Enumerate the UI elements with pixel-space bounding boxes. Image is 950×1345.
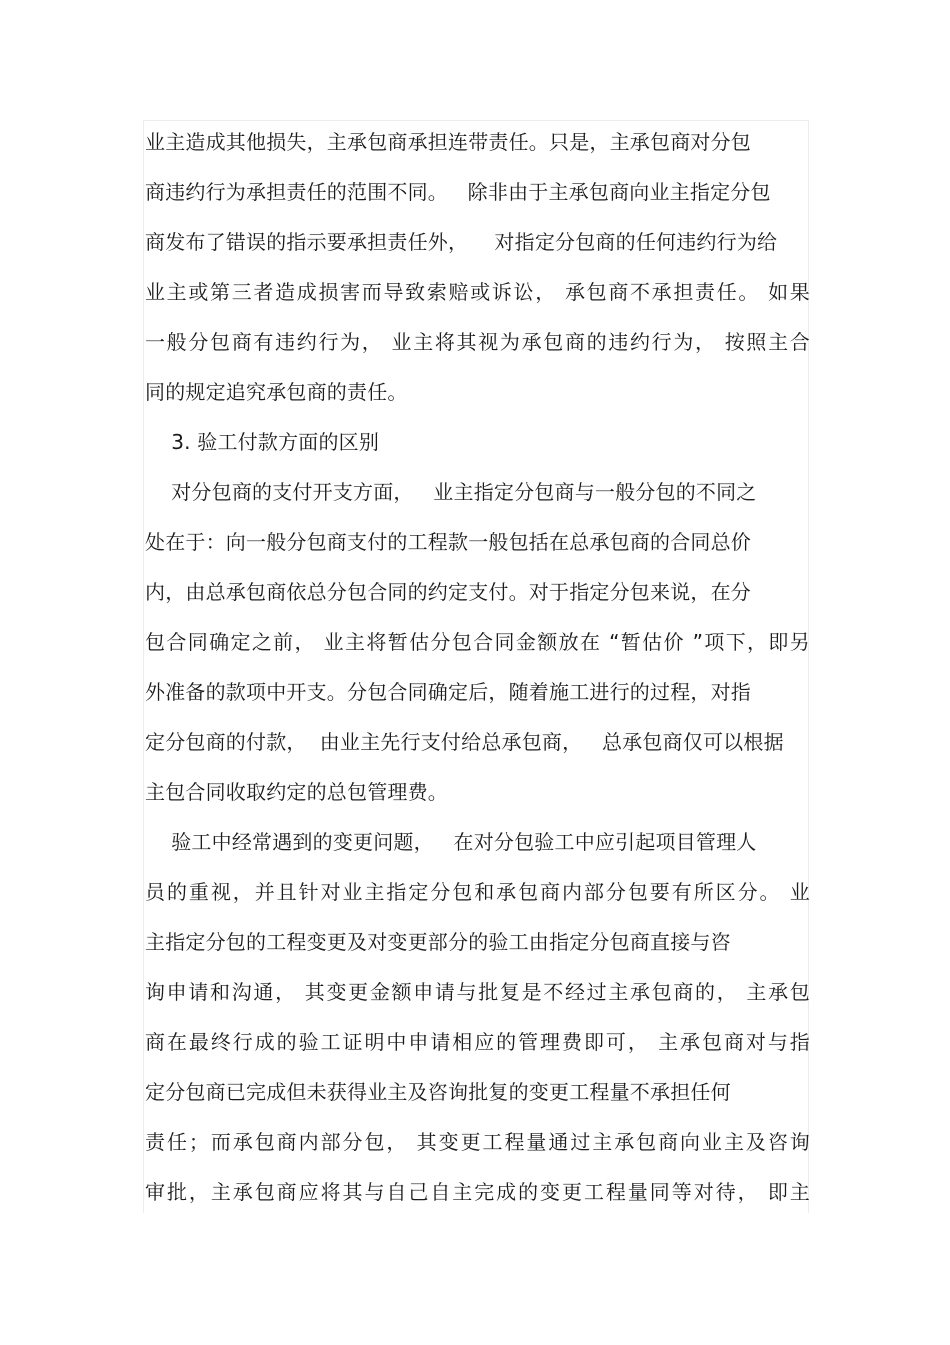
text-line: 审批，主承包商应将其与自己自主完成的变更工程量同等对待， 即主 [145,1180,810,1204]
text-line: 同的规定追究承包商的责任。 [145,380,408,404]
text-line: 责任；而承包商内部分包， 其变更工程量通过主承包商向业主及咨询 [145,1130,810,1154]
text-line: 内，由总承包商依总分包合同的约定支付。对于指定分包来说，在分 [145,580,751,604]
text-line: 商在最终行成的验工证明中申请相应的管理费即可， 主承包商对与指 [145,1030,810,1054]
text-line: 定分包商的付款， 由业主先行支付给总承包商， 总承包商仅可以根据 [145,730,784,754]
text-line: 处在于：向一般分包商支付的工程款一般包括在总承包商的合同总价 [145,530,751,554]
text-line: 业主造成其他损失，主承包商承担连带责任。只是，主承包商对分包 [145,130,751,154]
text-line: 定分包商已完成但未获得业主及咨询批复的变更工程量不承担任何 [145,1080,731,1104]
text-line: 外准备的款项中开支。分包合同确定后，随着施工进行的过程，对指 [145,680,751,704]
section-heading: 3. 验工付款方面的区别 [145,430,380,454]
text-line: 业主或第三者造成损害而导致索赔或诉讼， 承包商不承担责任。 如果 [145,280,810,304]
text-line: 主指定分包的工程变更及对变更部分的验工由指定分包商直接与咨 [145,930,731,954]
text-line: 一般分包商有违约行为， 业主将其视为承包商的违约行为， 按照主合 [145,330,810,354]
document-body [145,117,810,1217]
text-line: 对分包商的支付开支方面， 业主指定分包商与一般分包的不同之 [145,480,757,504]
text-line: 包合同确定之前， 业主将暂估分包合同金额放在 “暂估价 ”项下，即另 [145,630,810,654]
text-line: 验工中经常遇到的变更问题， 在对分包验工中应引起项目管理人 [145,830,757,854]
text-line: 询申请和沟通， 其变更金额申请与批复是不经过主承包商的， 主承包 [145,980,810,1004]
text-line: 主包合同收取约定的总包管理费。 [145,780,448,804]
text-line: 员的重视，并且针对业主指定分包和承包商内部分包要有所区分。 业 [145,880,810,904]
text-line: 商发布了错误的指示要承担责任外， 对指定分包商的任何违约行为给 [145,230,778,254]
text-line: 商违约行为承担责任的范围不同。 除非由于主承包商向业主指定分包 [145,180,771,204]
